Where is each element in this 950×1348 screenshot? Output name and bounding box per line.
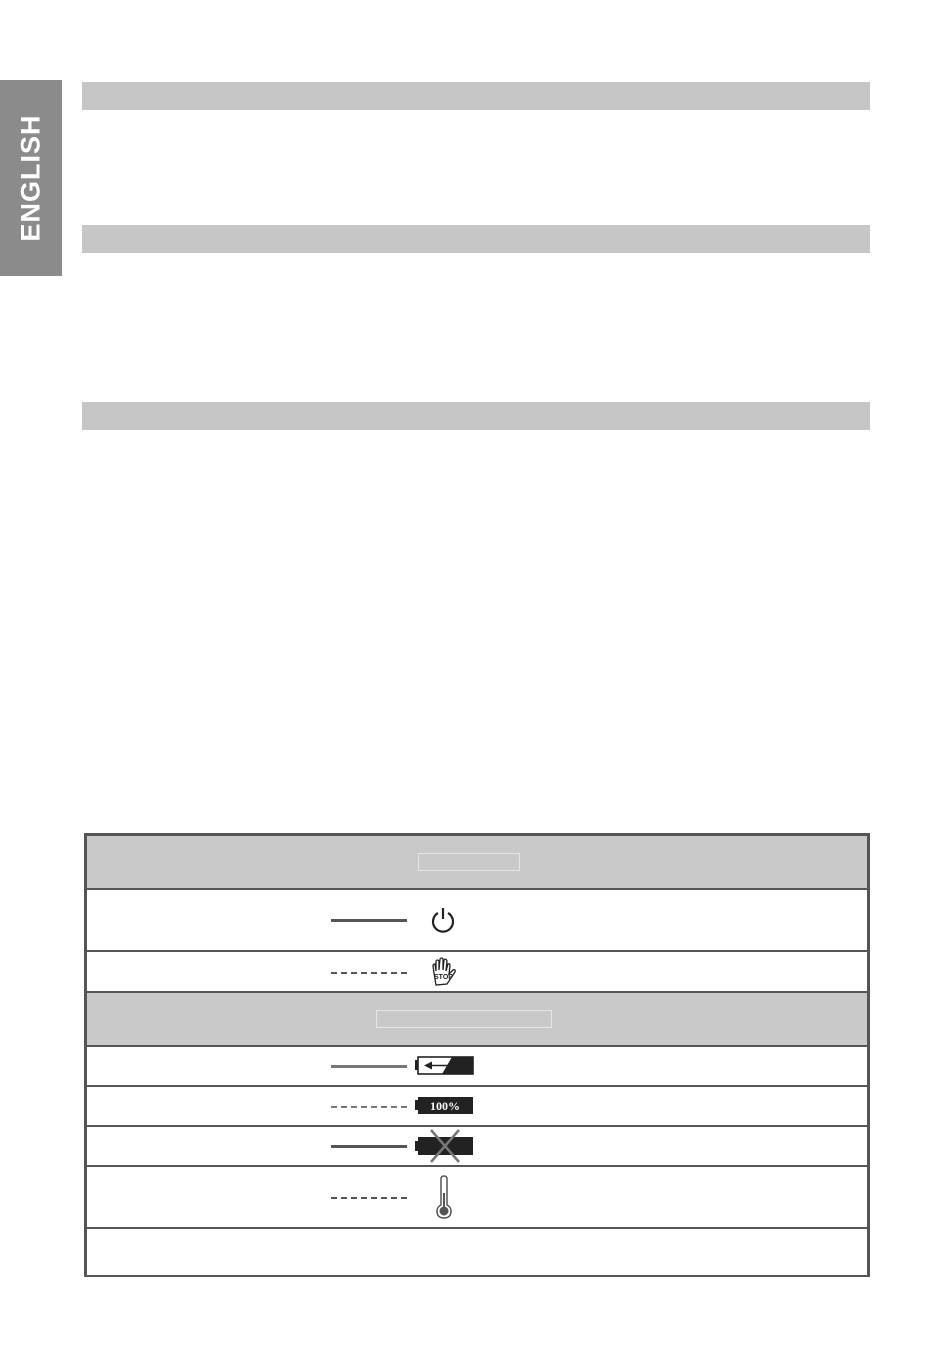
section-header-3 [82,402,870,430]
table-row [87,1127,867,1167]
power-icon [430,906,456,934]
battery-error-icon [414,1128,474,1164]
battery-full-icon [414,1095,474,1117]
led-dashed-line [331,1106,407,1108]
table-row [87,890,867,952]
group-header-label [376,1010,552,1028]
section-header-1 [82,82,870,110]
table-footer-row [87,1229,867,1275]
language-tab [0,80,62,276]
led-solid-line [331,1065,407,1068]
table-row [87,1047,867,1087]
thermometer-icon [435,1175,453,1219]
battery-charging-icon [414,1055,474,1077]
indicator-table [84,833,870,1277]
language-label: ENGLISH [15,114,46,242]
table-group-header-power [87,836,867,890]
table-group-header-battery [87,993,867,1047]
section-header-2 [82,225,870,253]
led-dashed-line [331,1197,407,1199]
led-solid-line [331,919,407,922]
led-solid-line [331,1145,407,1148]
table-row [87,1087,867,1127]
battery-percent-text: 100% [430,1099,460,1113]
table-row [87,952,867,993]
svg-text:STOP: STOP [434,973,453,981]
table-row [87,1167,867,1229]
group-header-label [418,853,520,871]
stop-hand-icon [429,957,457,987]
led-dashed-line [331,972,407,974]
